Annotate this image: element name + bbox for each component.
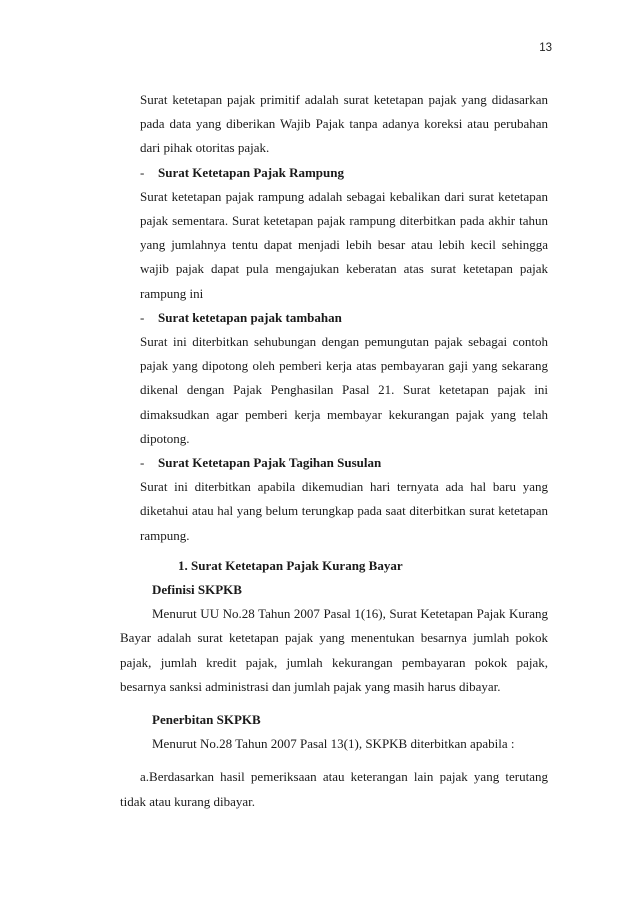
rampung-paragraph: Surat ketetapan pajak rampung adalah sebagai kebalikan dari surat ketetapan pajak sementara. Surat ketetapan pajak rampung diterbitkan pada akhir tahun yang jumlahnya tentu dapat menjadi lebih besar atau lebih kecil sehingga wajib pajak dapat pula mengajukan keberatan atas surat ketetapan pajak rampung ini <box>140 188 548 301</box>
penerbitan-title: Penerbitan SKPKB <box>152 712 261 728</box>
definisi-paragraph: Menurut UU No.28 Tahun 2007 Pasal 1(16), Surat Ketetapan Pajak Kurang Bayar adalah surat ketetapan pajak yang menentukan besarnya jumlah pokok pajak, jumlah kredit pajak, jumlah kekurangan pembayaran pokok pajak, besarnya sanksi administrasi dan jumlah pajak yang masih harus dibayar. <box>120 606 548 694</box>
rampung-title: Surat Ketetapan Pajak Rampung <box>158 164 344 180</box>
rampung-heading <box>140 161 548 185</box>
item-a-paragraph: a.Berdasarkan hasil pemeriksaan atau keterangan lain pajak yang terutang tidak atau kurang dibayar. <box>120 769 548 809</box>
tambahan-title: Surat ketetapan pajak tambahan <box>158 309 342 325</box>
susulan-paragraph: Surat ini diterbitkan apabila dikemudian hari ternyata ada hal baru yang diketahui atau hal yang belum terungkap pada saat diterbitkan surat ketetapan rampung. <box>140 479 548 543</box>
tambahan-paragraph: Surat ini diterbitkan sehubungan dengan pemungutan pajak sebagai contoh pajak yang dipotong oleh pemberi kerja atas pembayaran gaji yang sekarang dikenal dengan Pajak Penghasilan Pasal 21. Surat ketetapan pajak ini dimaksudkan agar pemberi kerja membayar kekurangan pajak yang telah dipotong. <box>140 334 548 446</box>
page-number: 13 <box>539 42 552 54</box>
bullet-dash: - <box>140 455 145 471</box>
primitif-paragraph: Surat ketetapan pajak primitif adalah surat ketetapan pajak yang didasarkan pada data yang diberikan Wajib Pajak tanpa adanya koreksi atau perubahan dari pihak otoritas pajak. <box>140 92 548 156</box>
definisi-title: Definisi SKPKB <box>152 582 242 598</box>
bullet-dash: - <box>140 164 145 180</box>
skpkb-heading: 1. Surat Ketetapan Pajak Kurang Bayar <box>178 557 403 573</box>
bullet-dash: - <box>140 309 145 325</box>
susulan-title: Surat Ketetapan Pajak Tagihan Susulan <box>158 455 382 471</box>
page-content <box>120 88 548 814</box>
tambahan-heading <box>140 306 548 330</box>
susulan-heading <box>140 451 548 475</box>
penerbitan-paragraph: Menurut No.28 Tahun 2007 Pasal 13(1), SKPKB diterbitkan apabila : <box>152 736 515 752</box>
